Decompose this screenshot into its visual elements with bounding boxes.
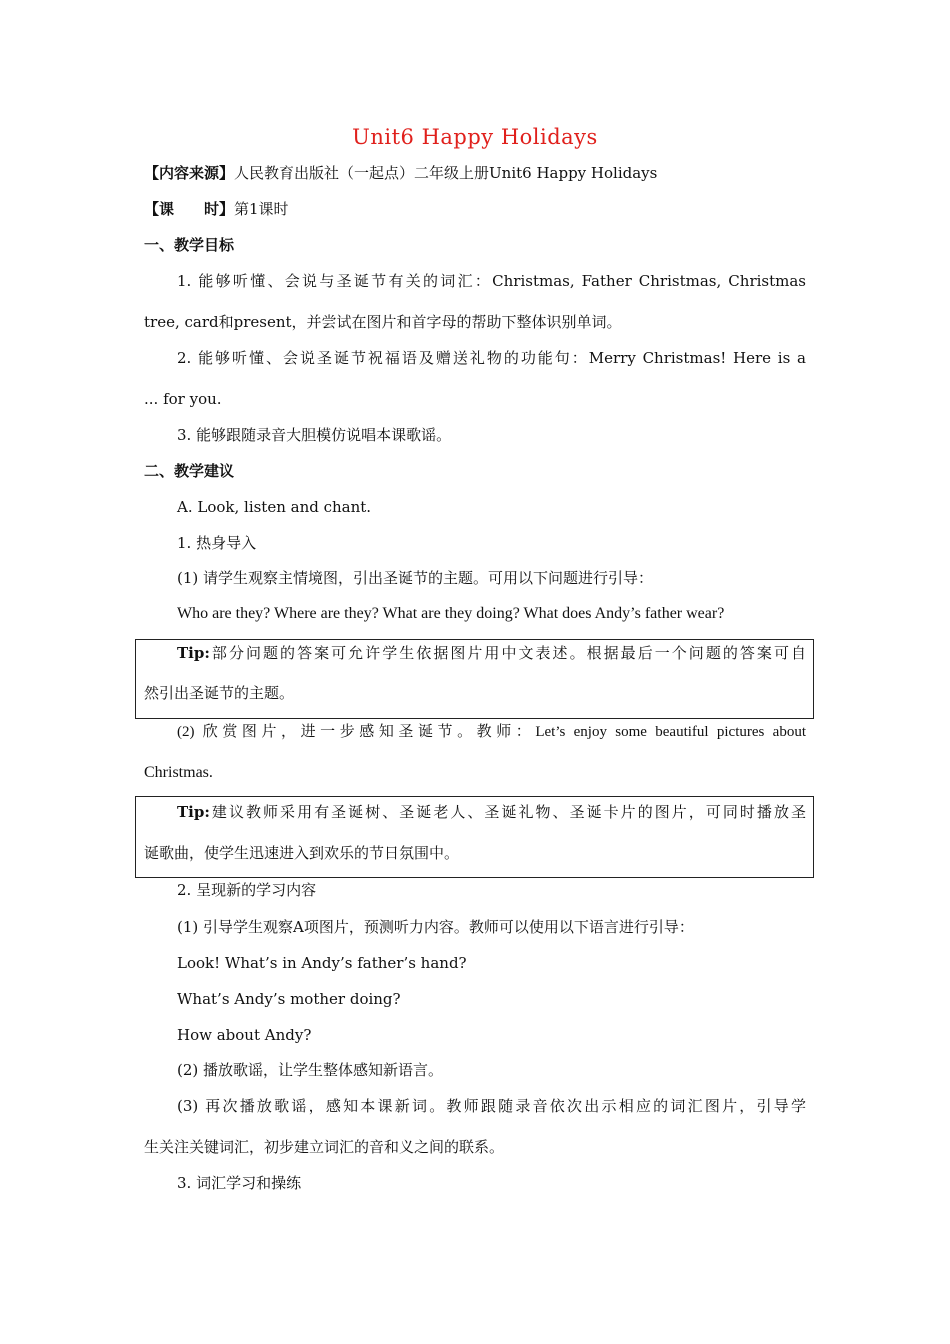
tip-2-text: 建议教师采用有圣诞树、圣诞老人、圣诞礼物、圣诞卡片的图片，可同时播放圣 bbox=[209, 803, 806, 821]
tip-1-line-2: 然引出圣诞节的主题。 bbox=[144, 684, 295, 702]
guide-question-2: What’s Andy’s mother doing? bbox=[177, 990, 401, 1008]
goal-2-line-1: 2. 能够听懂、会说圣诞节祝福语及赠送礼物的功能句：Merry Christmas! Here is a bbox=[177, 349, 806, 367]
section-heading-goals: 一、教学目标 bbox=[144, 236, 235, 254]
section-heading-suggestions: 二、教学建议 bbox=[144, 462, 235, 480]
tip-2-label: Tip: bbox=[177, 803, 210, 821]
tip-1-line-1 bbox=[177, 643, 806, 663]
source-line bbox=[144, 163, 657, 183]
warmup-questions: Who are they? Where are they? What are they doing? What does Andy’s father wear? bbox=[177, 605, 725, 622]
goal-1-line-2: tree, card和present，并尝试在图片和首字母的帮助下整体识别单词。 bbox=[144, 313, 622, 331]
step-2-1: (1) 引导学生观察A项图片，预测听力内容。教师可以使用以下语言进行引导： bbox=[177, 918, 694, 936]
step-2-3-line-1: (3) 再次播放歌谣，感知本课新词。教师跟随录音依次出示相应的词汇图片，引导学 bbox=[177, 1097, 806, 1115]
period-line bbox=[144, 199, 289, 219]
period-value: 第1课时 bbox=[234, 200, 289, 218]
tip-1-text: 部分问题的答案可允许学生依据图片用中文表述。根据最后一个问题的答案可自 bbox=[209, 644, 806, 662]
step-1-2-line-1: (2) 欣赏图片，进一步感知圣诞节。教师：Let’s enjoy some beautiful pictures about bbox=[177, 724, 806, 740]
source-label: 【内容来源】 bbox=[144, 164, 235, 182]
step-1-heading: 1. 热身导入 bbox=[177, 534, 257, 552]
step-2-3-line-2: 生关注关键词汇，初步建立词汇的音和义之间的联系。 bbox=[144, 1138, 505, 1156]
part-a-heading: A. Look, listen and chant. bbox=[177, 498, 372, 516]
tip-2-line-1 bbox=[177, 802, 806, 822]
goal-1-line-1: 1. 能够听懂、会说与圣诞节有关的词汇：Christmas, Father Christmas, Christmas bbox=[177, 272, 806, 290]
page-title: Unit6 Happy Holidays bbox=[352, 125, 598, 149]
goal-3: 3. 能够跟随录音大胆模仿说唱本课歌谣。 bbox=[177, 426, 452, 444]
step-1-1: (1) 请学生观察主情境图，引出圣诞节的主题。可用以下问题进行引导： bbox=[177, 569, 654, 587]
step-2-heading: 2. 呈现新的学习内容 bbox=[177, 881, 317, 899]
source-value: 人民教育出版社（一起点）二年级上册Unit6 Happy Holidays bbox=[234, 164, 658, 182]
tip-1-label: Tip: bbox=[177, 644, 210, 662]
step-3-heading: 3. 词汇学习和操练 bbox=[177, 1174, 302, 1192]
step-2-2: (2) 播放歌谣，让学生整体感知新语言。 bbox=[177, 1061, 444, 1079]
step-1-2-line-2: Christmas. bbox=[144, 764, 213, 781]
guide-question-3: How about Andy? bbox=[177, 1026, 312, 1044]
tip-2-line-2: 诞歌曲，使学生迅速进入到欢乐的节日氛围中。 bbox=[144, 844, 460, 862]
period-label: 【课 时】 bbox=[144, 200, 235, 218]
guide-question-1: Look! What’s in Andy’s father’s hand? bbox=[177, 954, 467, 972]
goal-2-line-2: ... for you. bbox=[144, 390, 222, 408]
